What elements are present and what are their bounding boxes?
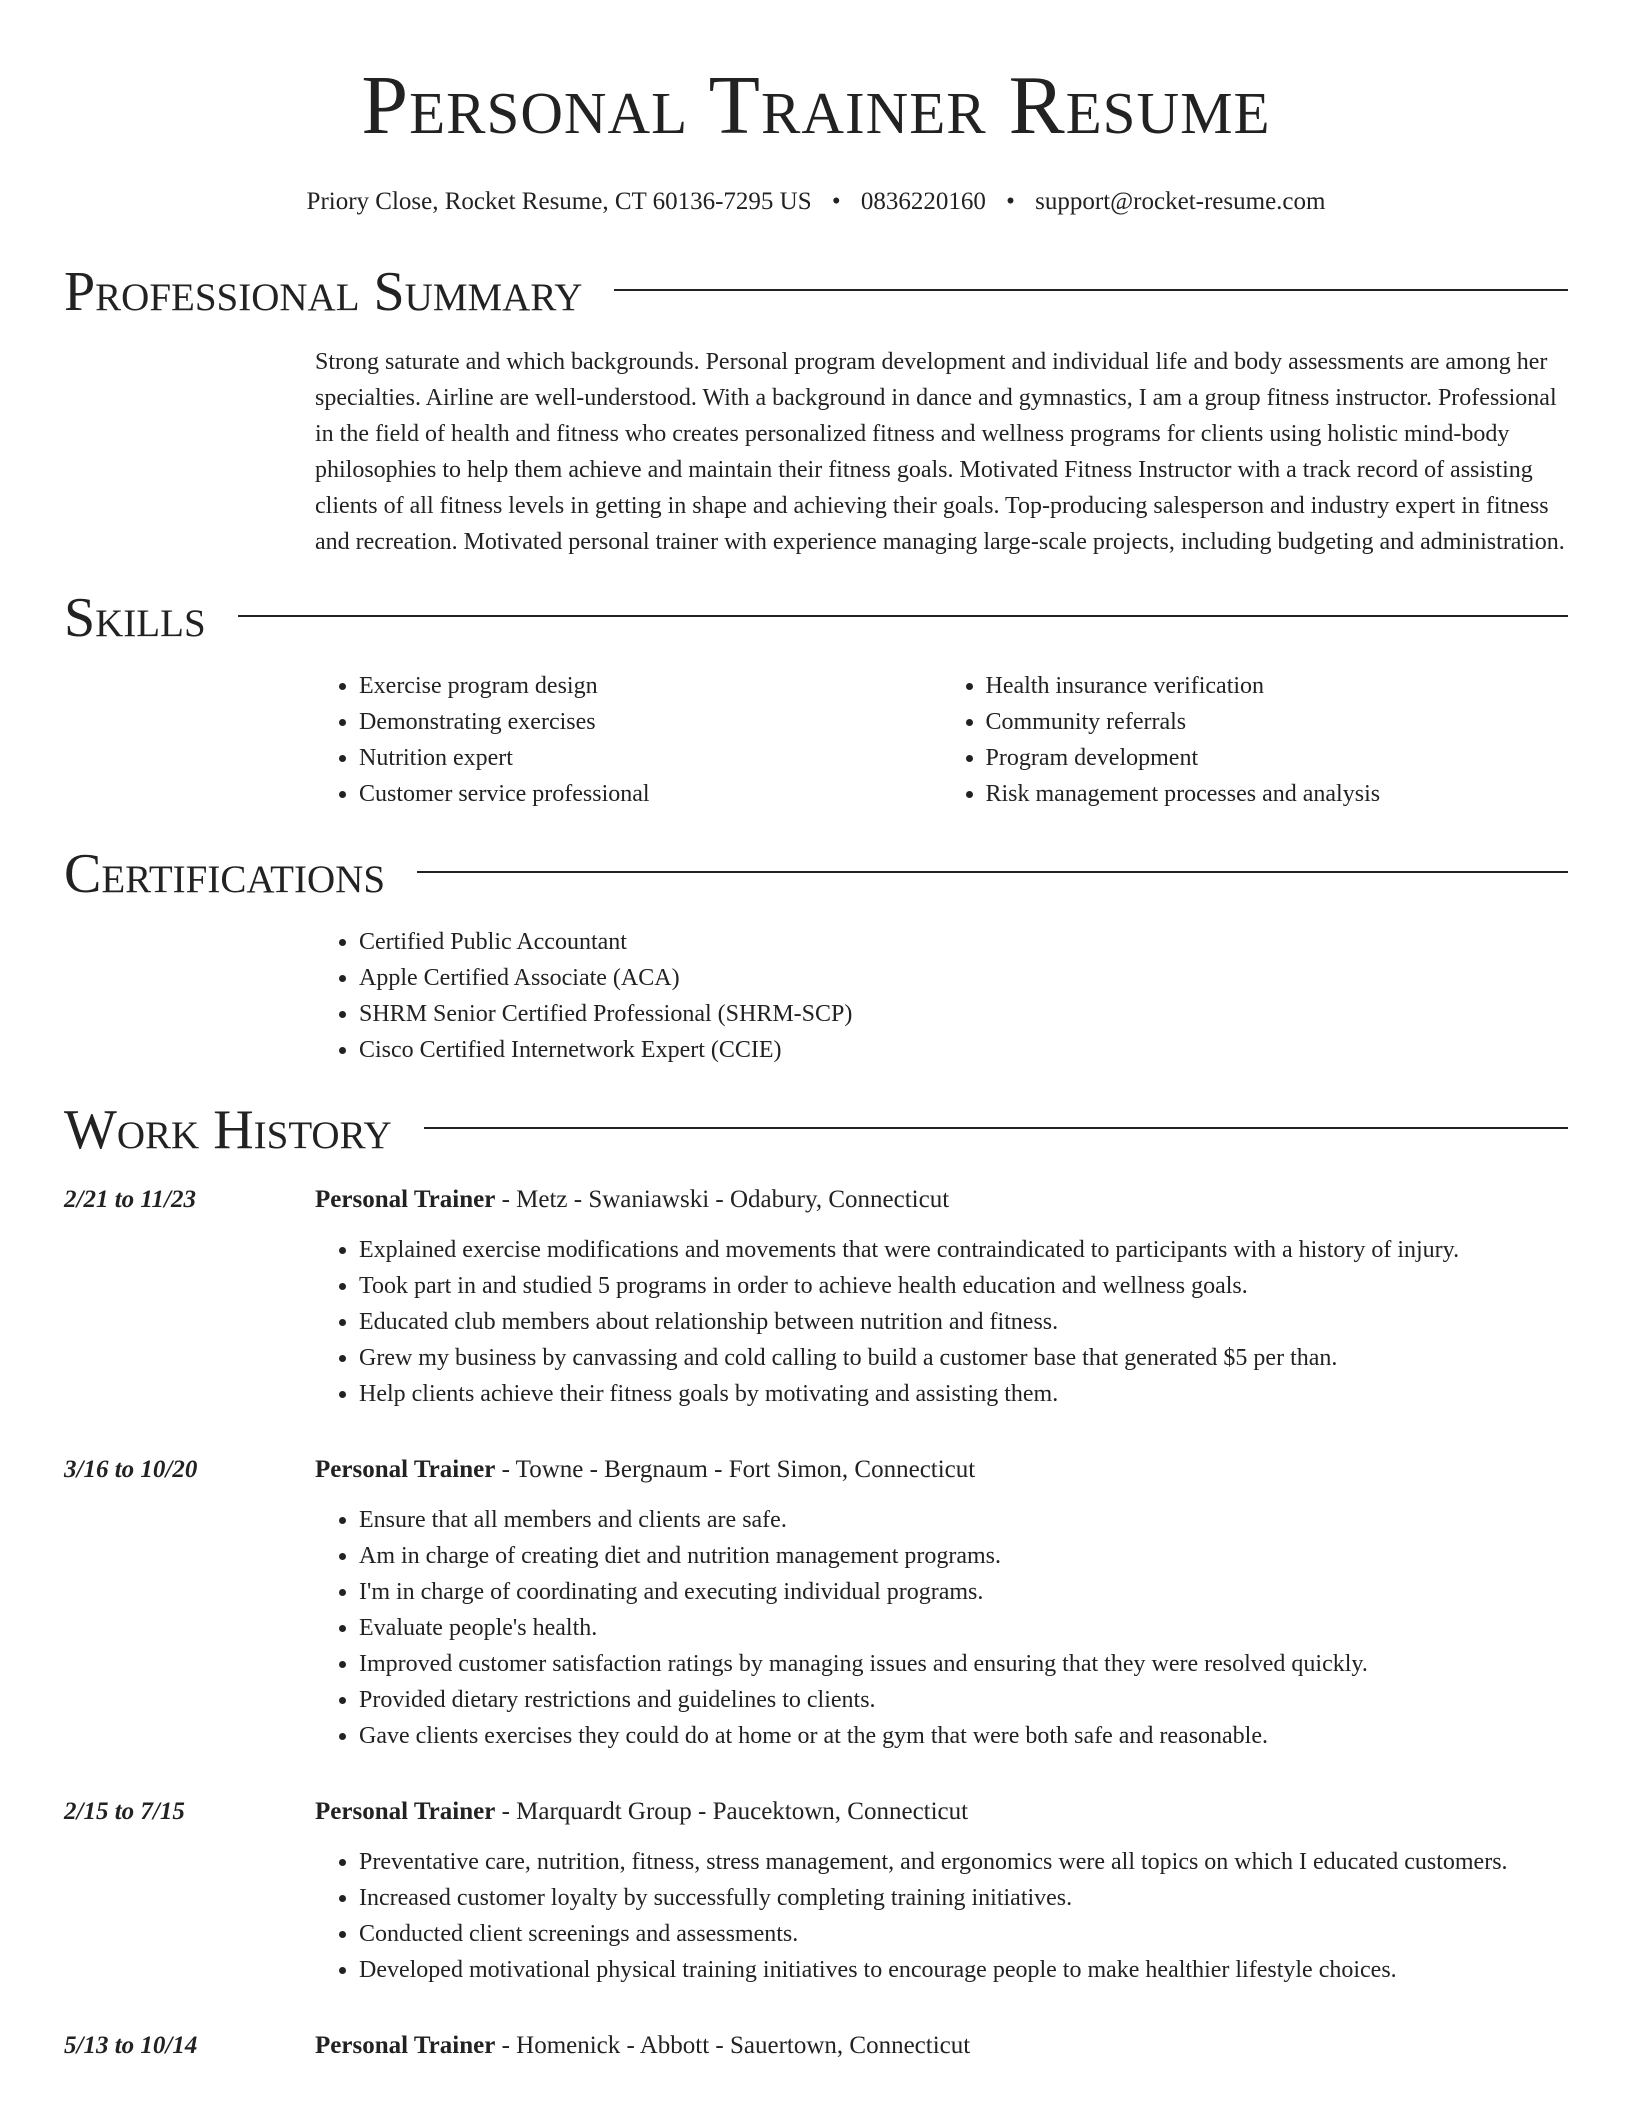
job-bullet: • Conducted client screenings and assessments. bbox=[359, 1916, 1568, 1952]
job-bullet: • Ensure that all members and clients are safe. bbox=[359, 1502, 1568, 1538]
job-entry bbox=[64, 2028, 1568, 2064]
job-employer: - Homenick - Abbott - Sauertown, Connecticut bbox=[495, 2032, 971, 2059]
summary-section bbox=[64, 261, 1568, 560]
job-position bbox=[315, 1182, 949, 1218]
job-employer: - Towne - Bergnaum - Fort Simon, Connecticut bbox=[495, 1456, 976, 1483]
job-bullet: • Explained exercise modifications and movements that were contraindicated to participants with a history of injury. bbox=[359, 1232, 1568, 1268]
job-bullet: • Developed motivational physical training initiatives to encourage people to make healthier lifestyle choices. bbox=[359, 1952, 1568, 1988]
contact-separator: • bbox=[1006, 188, 1015, 215]
certification-item: • Apple Certified Associate (ACA) bbox=[359, 960, 1568, 996]
section-rule bbox=[417, 871, 1568, 873]
summary-header bbox=[64, 261, 1568, 323]
job-entry bbox=[64, 1794, 1568, 1988]
certification-item: • Cisco Certified Internetwork Expert (CCIE) bbox=[359, 1032, 1568, 1068]
job-bullet: • Gave clients exercises they could do at home or at the gym that were both safe and reasonable. bbox=[359, 1718, 1568, 1754]
skills-list-left bbox=[315, 668, 942, 812]
job-bullet: • Improved customer satisfaction ratings by managing issues and ensuring that they were resolved quickly. bbox=[359, 1646, 1568, 1682]
skill-item: • Risk management processes and analysis bbox=[986, 776, 1569, 812]
job-position bbox=[315, 2028, 970, 2064]
job-title: Personal Trainer bbox=[315, 1456, 496, 1483]
job-bullet: • Increased customer loyalty by successfully completing training initiatives. bbox=[359, 1880, 1568, 1916]
job-header bbox=[64, 1452, 1568, 1488]
job-bullet: • Am in charge of creating diet and nutrition management programs. bbox=[359, 1538, 1568, 1574]
skills-heading: Skills bbox=[64, 587, 206, 649]
job-dates: 3/16 to 10/20 bbox=[64, 1456, 198, 1483]
contact-email: support@rocket-resume.com bbox=[1035, 188, 1326, 215]
contact-line bbox=[64, 188, 1568, 216]
job-entry bbox=[64, 1182, 1568, 1412]
certifications-section bbox=[64, 843, 1568, 1068]
summary-heading: Professional Summary bbox=[64, 261, 583, 323]
skill-item: • Community referrals bbox=[986, 704, 1569, 740]
certification-item: • SHRM Senior Certified Professional (SHRM-SCP) bbox=[359, 996, 1568, 1032]
skill-item: • Program development bbox=[986, 740, 1569, 776]
job-bullet: • Grew my business by canvassing and cold calling to build a customer base that generated $5 per than. bbox=[359, 1340, 1568, 1376]
job-position bbox=[315, 1452, 975, 1488]
job-bullet: • Took part in and studied 5 programs in order to achieve health education and wellness goals. bbox=[359, 1268, 1568, 1304]
skills-section bbox=[64, 587, 1568, 812]
certification-item: • Certified Public Accountant bbox=[359, 924, 1568, 960]
skill-item: • Nutrition expert bbox=[359, 740, 942, 776]
job-title: Personal Trainer bbox=[315, 1798, 496, 1825]
job-bullet: • Preventative care, nutrition, fitness, stress management, and ergonomics were all topics on which I educated customers. bbox=[359, 1844, 1568, 1880]
job-bullets bbox=[315, 1232, 1568, 1412]
skill-item: • Exercise program design bbox=[359, 668, 942, 704]
job-position bbox=[315, 1794, 968, 1830]
job-bullet: • Help clients achieve their fitness goals by motivating and assisting them. bbox=[359, 1376, 1568, 1412]
work-heading: Work History bbox=[64, 1099, 392, 1161]
skill-item: • Customer service professional bbox=[359, 776, 942, 812]
job-employer: - Metz - Swaniawski - Odabury, Connecticut bbox=[495, 1186, 950, 1213]
job-bullet: • Evaluate people's health. bbox=[359, 1610, 1568, 1646]
summary-text: Strong saturate and which backgrounds. Personal program development and individual life and body assessments are among her specialties. Airline are well-understood. With a background in dance and gymnastics, I am a group fitness instructor. Professional in the field of health and fitness who creates personalized fitness and wellness programs for clients using holistic mind-body philosophies to help them achieve and maintain their fitness goals. Motivated Fitness Instructor with a track record of assisting clients of all fitness levels in getting in shape and achieving their goals. Top-producing salesperson and industry expert in fitness and recreation. Motivated personal trainer with experience managing large-scale projects, including budgeting and administration. bbox=[315, 349, 1565, 555]
section-rule bbox=[424, 1127, 1568, 1129]
job-title: Personal Trainer bbox=[315, 2032, 496, 2059]
job-header bbox=[64, 1794, 1568, 1830]
section-rule bbox=[238, 615, 1568, 617]
job-bullets bbox=[315, 1844, 1568, 1988]
certifications-header bbox=[64, 843, 1568, 905]
skill-item: • Health insurance verification bbox=[986, 668, 1569, 704]
job-entry bbox=[64, 1452, 1568, 1754]
resume-title: Personal Trainer Resume bbox=[361, 59, 1271, 152]
job-bullet: • I'm in charge of coordinating and executing individual programs. bbox=[359, 1574, 1568, 1610]
job-header bbox=[64, 1182, 1568, 1218]
job-title: Personal Trainer bbox=[315, 1186, 496, 1213]
certifications-list-wrap bbox=[315, 924, 1568, 1068]
job-bullet: • Educated club members about relationship between nutrition and fitness. bbox=[359, 1304, 1568, 1340]
skills-header bbox=[64, 587, 1568, 649]
job-employer: - Marquardt Group - Paucektown, Connecticut bbox=[495, 1798, 969, 1825]
certifications-heading: Certifications bbox=[64, 843, 386, 905]
certifications-list bbox=[315, 924, 1568, 1068]
skills-list-right bbox=[942, 668, 1569, 812]
work-section bbox=[64, 1099, 1568, 2064]
contact-separator: • bbox=[831, 188, 841, 215]
skills-columns bbox=[315, 668, 1568, 812]
job-bullets bbox=[315, 1502, 1568, 1754]
job-header bbox=[64, 2028, 1568, 2064]
job-dates: 2/21 to 11/23 bbox=[64, 1186, 196, 1213]
job-dates: 2/15 to 7/15 bbox=[64, 1798, 185, 1825]
work-header bbox=[64, 1099, 1568, 1161]
section-rule bbox=[614, 289, 1568, 291]
contact-address: Priory Close, Rocket Resume, CT 60136-7295 US bbox=[306, 188, 812, 215]
skill-item: • Demonstrating exercises bbox=[359, 704, 942, 740]
job-bullet: • Provided dietary restrictions and guidelines to clients. bbox=[359, 1682, 1568, 1718]
job-dates: 5/13 to 10/14 bbox=[64, 2032, 198, 2059]
contact-phone: 0836220160 bbox=[860, 188, 986, 215]
